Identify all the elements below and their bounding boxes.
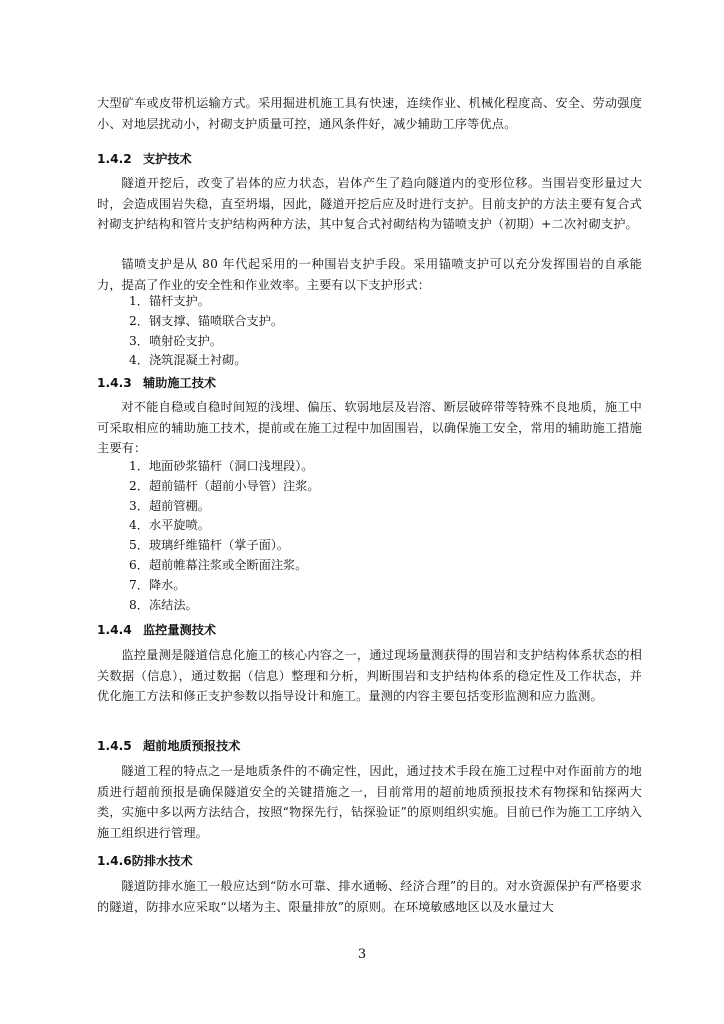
list-item: 3．喷射砼支护。 — [129, 333, 223, 348]
body-paragraph: 锚喷支护是从 80 年代起采用的一种围岩支护手段。采用锚喷支护可以充分发挥围岩的自承能力，提高了作业的安全性和作业效率。主要有以下支护形式： — [97, 257, 642, 292]
section-title: 防排水技术 — [131, 854, 193, 868]
list-item: 3．超前管棚。 — [129, 498, 210, 513]
list-item: 8．冻结法。 — [129, 597, 198, 612]
section-heading-1-4-2 — [97, 150, 192, 167]
section-heading-1-4-4 — [97, 621, 216, 638]
section-title: 监控量测技术 — [143, 623, 217, 637]
section-number: 1.4.2 — [97, 152, 132, 166]
section-title: 超前地质预报技术 — [143, 739, 241, 753]
list-item: 1．地面砂浆锚杆（洞口浅埋段）。 — [129, 459, 314, 473]
list-item: 5．玻璃纤维锚杆（掌子面）。 — [129, 538, 290, 553]
list-item: 4．浇筑混凝土衬砌。 — [129, 353, 247, 368]
auxiliary-measures-list — [129, 457, 320, 615]
intro-paragraph: 大型矿车或皮带机运输方式。采用掘进机施工具有快速，连续作业、机械化程度高、安全、劳动强度小、对地层扰动小，衬砌支护质量可控，通风条件好，减少辅助工序等优点。 — [97, 96, 642, 131]
body-paragraph: 监控量测是隧道信息化施工的核心内容之一，通过现场量测获得的围岩和支护结构体系状态的相关数据（信息），通过数据（信息）整理和分析，判断围岩和支护结构体系的稳定性及工作状态，并优化施工方法和修正支护参数以指导设计和施工。量测的内容主要包括变形监测和应力监测。 — [97, 648, 642, 703]
section-number: 1.4.6 — [97, 854, 132, 868]
page-number: 3 — [357, 947, 367, 962]
list-item: 4．水平旋喷。 — [129, 518, 210, 533]
list-item: 1．锚杆支护。 — [129, 294, 210, 308]
section-number: 1.4.3 — [97, 376, 132, 390]
body-paragraph: 隧道防排水施工一般应达到“防水可靠、排水通畅、经济合理”的目的。对水资源保护有严格要求的隧道，防排水应采取“以堵为主、限量排放”的原则。在环境敏感地区以及水量过大 — [97, 879, 642, 914]
support-forms-list — [129, 292, 283, 371]
section-heading-1-4-3 — [97, 374, 216, 391]
section-title: 辅助施工技术 — [143, 376, 217, 390]
section-title: 支护技术 — [143, 152, 192, 166]
section-heading-1-4-6 — [97, 852, 193, 869]
list-item: 7．降水。 — [129, 577, 186, 592]
list-item: 2．超前锚杆（超前小导管）注浆。 — [129, 478, 320, 493]
section-number: 1.4.5 — [97, 739, 132, 753]
body-paragraph: 隧道开挖后，改变了岩体的应力状态，岩体产生了趋向隧道内的变形位移。当围岩变形量过大时，会造成围岩失稳，直至坍塌，因此，隧道开挖后应及时进行支护。目前支护的方法主要有复合式衬砌支护结构和管片支护结构两种方法，其中复合式衬砌结构为锚喷支护（初期）+二次衬砌支护。 — [97, 176, 642, 231]
body-paragraph: 隧道工程的特点之一是地质条件的不确定性，因此，通过技术手段在施工过程中对作面前方的地质进行超前预报是确保隧道安全的关键措施之一，目前常用的超前地质预报技术有物探和钻探两大类，实施中多以两方法结合，按照“物探先行，钻探验证”的原则组织实施。目前已作为施工工序纳入施工组织进行管理。 — [97, 764, 642, 840]
section-heading-1-4-5 — [97, 737, 241, 754]
body-paragraph: 对不能自稳或自稳时间短的浅埋、偏压、软弱地层及岩溶、断层破碎带等特殊不良地质，施工中可采取相应的辅助施工技术，提前或在施工过程中加固围岩，以确保施工安全，常用的辅助施工措施主要有： — [97, 400, 642, 455]
list-item: 2．钢支撑、锚喷联合支护。 — [129, 313, 284, 328]
section-number: 1.4.4 — [97, 623, 132, 637]
list-item: 6．超前帷幕注浆或全断面注浆。 — [129, 557, 308, 572]
